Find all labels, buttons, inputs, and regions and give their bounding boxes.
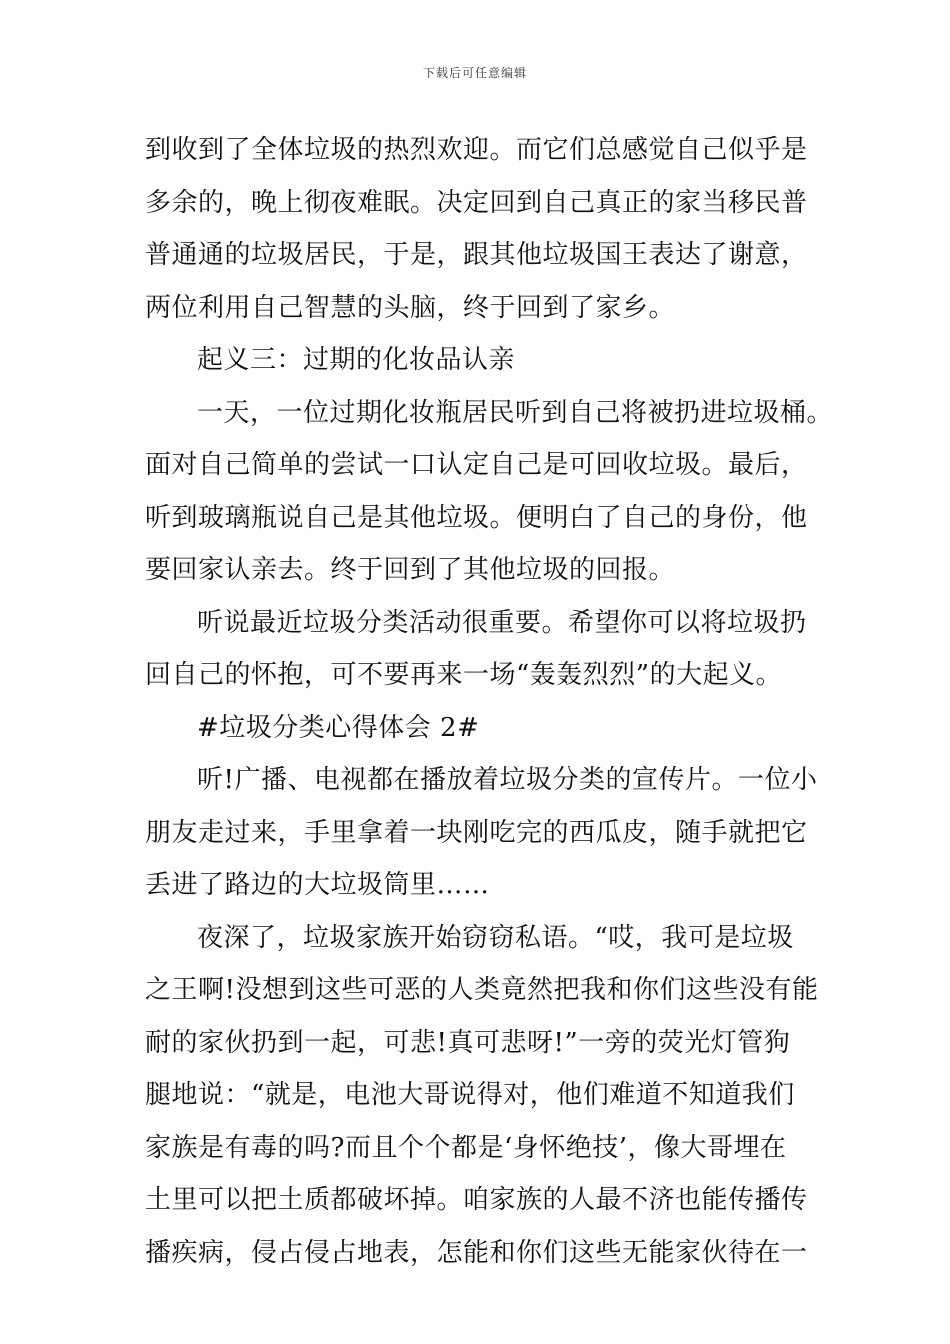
text-line: 朋友走过来，手里拿着一块刚吃完的西瓜皮，随手就把它 bbox=[145, 817, 808, 848]
text-line: 家族是有毒的吗?而且个个都是‘身怀绝技’，像大哥埋在 bbox=[145, 1132, 787, 1163]
text-line: 要回家认亲去。终于回到了其他垃圾的回报。 bbox=[145, 555, 676, 585]
text-line: 之王啊!没想到这些可恶的人类竟然把我和你们这些没有能 bbox=[145, 975, 819, 1005]
text-line: 普通通的垃圾居民，于是，跟其他垃圾国王表达了谢意， bbox=[145, 240, 808, 270]
text-line: 听!广播、电视都在播放着垃圾分类的宣传片。一位小 bbox=[197, 765, 818, 795]
text-line: 一天，一位过期化妆瓶居民听到自己将被扔进垃圾桶。 bbox=[197, 397, 834, 428]
text-line: #垃圾分类心得体会 2# bbox=[197, 712, 480, 743]
text-line: 到收到了全体垃圾的热烈欢迎。而它们总感觉自己似乎是 bbox=[145, 135, 808, 165]
text-line: 多余的，晚上彻夜难眠。决定回到自己真正的家当移民普 bbox=[145, 187, 808, 218]
text-line: 两位利用自己智慧的头脑，终于回到了家乡。 bbox=[145, 292, 676, 323]
page-header: 下载后可任意编辑 bbox=[422, 66, 527, 80]
text-line: 夜深了，垃圾家族开始窃窃私语。“哎，我可是垃圾 bbox=[197, 922, 794, 953]
text-line: 听到玻璃瓶说自己是其他垃圾。便明白了自己的身份，他 bbox=[145, 502, 808, 533]
text-line: 播疾病，侵占侵占地表，怎能和你们这些无能家伙待在一 bbox=[145, 1237, 808, 1268]
text-line: 土里可以把土质都破坏掉。咱家族的人最不济也能传播传 bbox=[145, 1185, 808, 1215]
document-body bbox=[145, 124, 845, 1279]
text-line: 面对自己简单的尝试一口认定自己是可回收垃圾。最后， bbox=[145, 450, 808, 480]
text-line: 起义三：过期的化妆品认亲 bbox=[197, 345, 516, 375]
text-line: 耐的家伙扔到一起，可悲!真可悲呀!”一旁的荧光灯管狗 bbox=[145, 1027, 791, 1058]
text-line: 回自己的怀抱，可不要再来一场“轰轰烈烈”的大起义。 bbox=[145, 660, 783, 690]
text-line: 腿地说：“就是，电池大哥说得对，他们难道不知道我们 bbox=[145, 1080, 795, 1110]
text-line: 听说最近垃圾分类活动很重要。希望你可以将垃圾扔 bbox=[197, 607, 807, 638]
text-line: 丢进了路边的大垃圾筒里…… bbox=[145, 870, 490, 900]
